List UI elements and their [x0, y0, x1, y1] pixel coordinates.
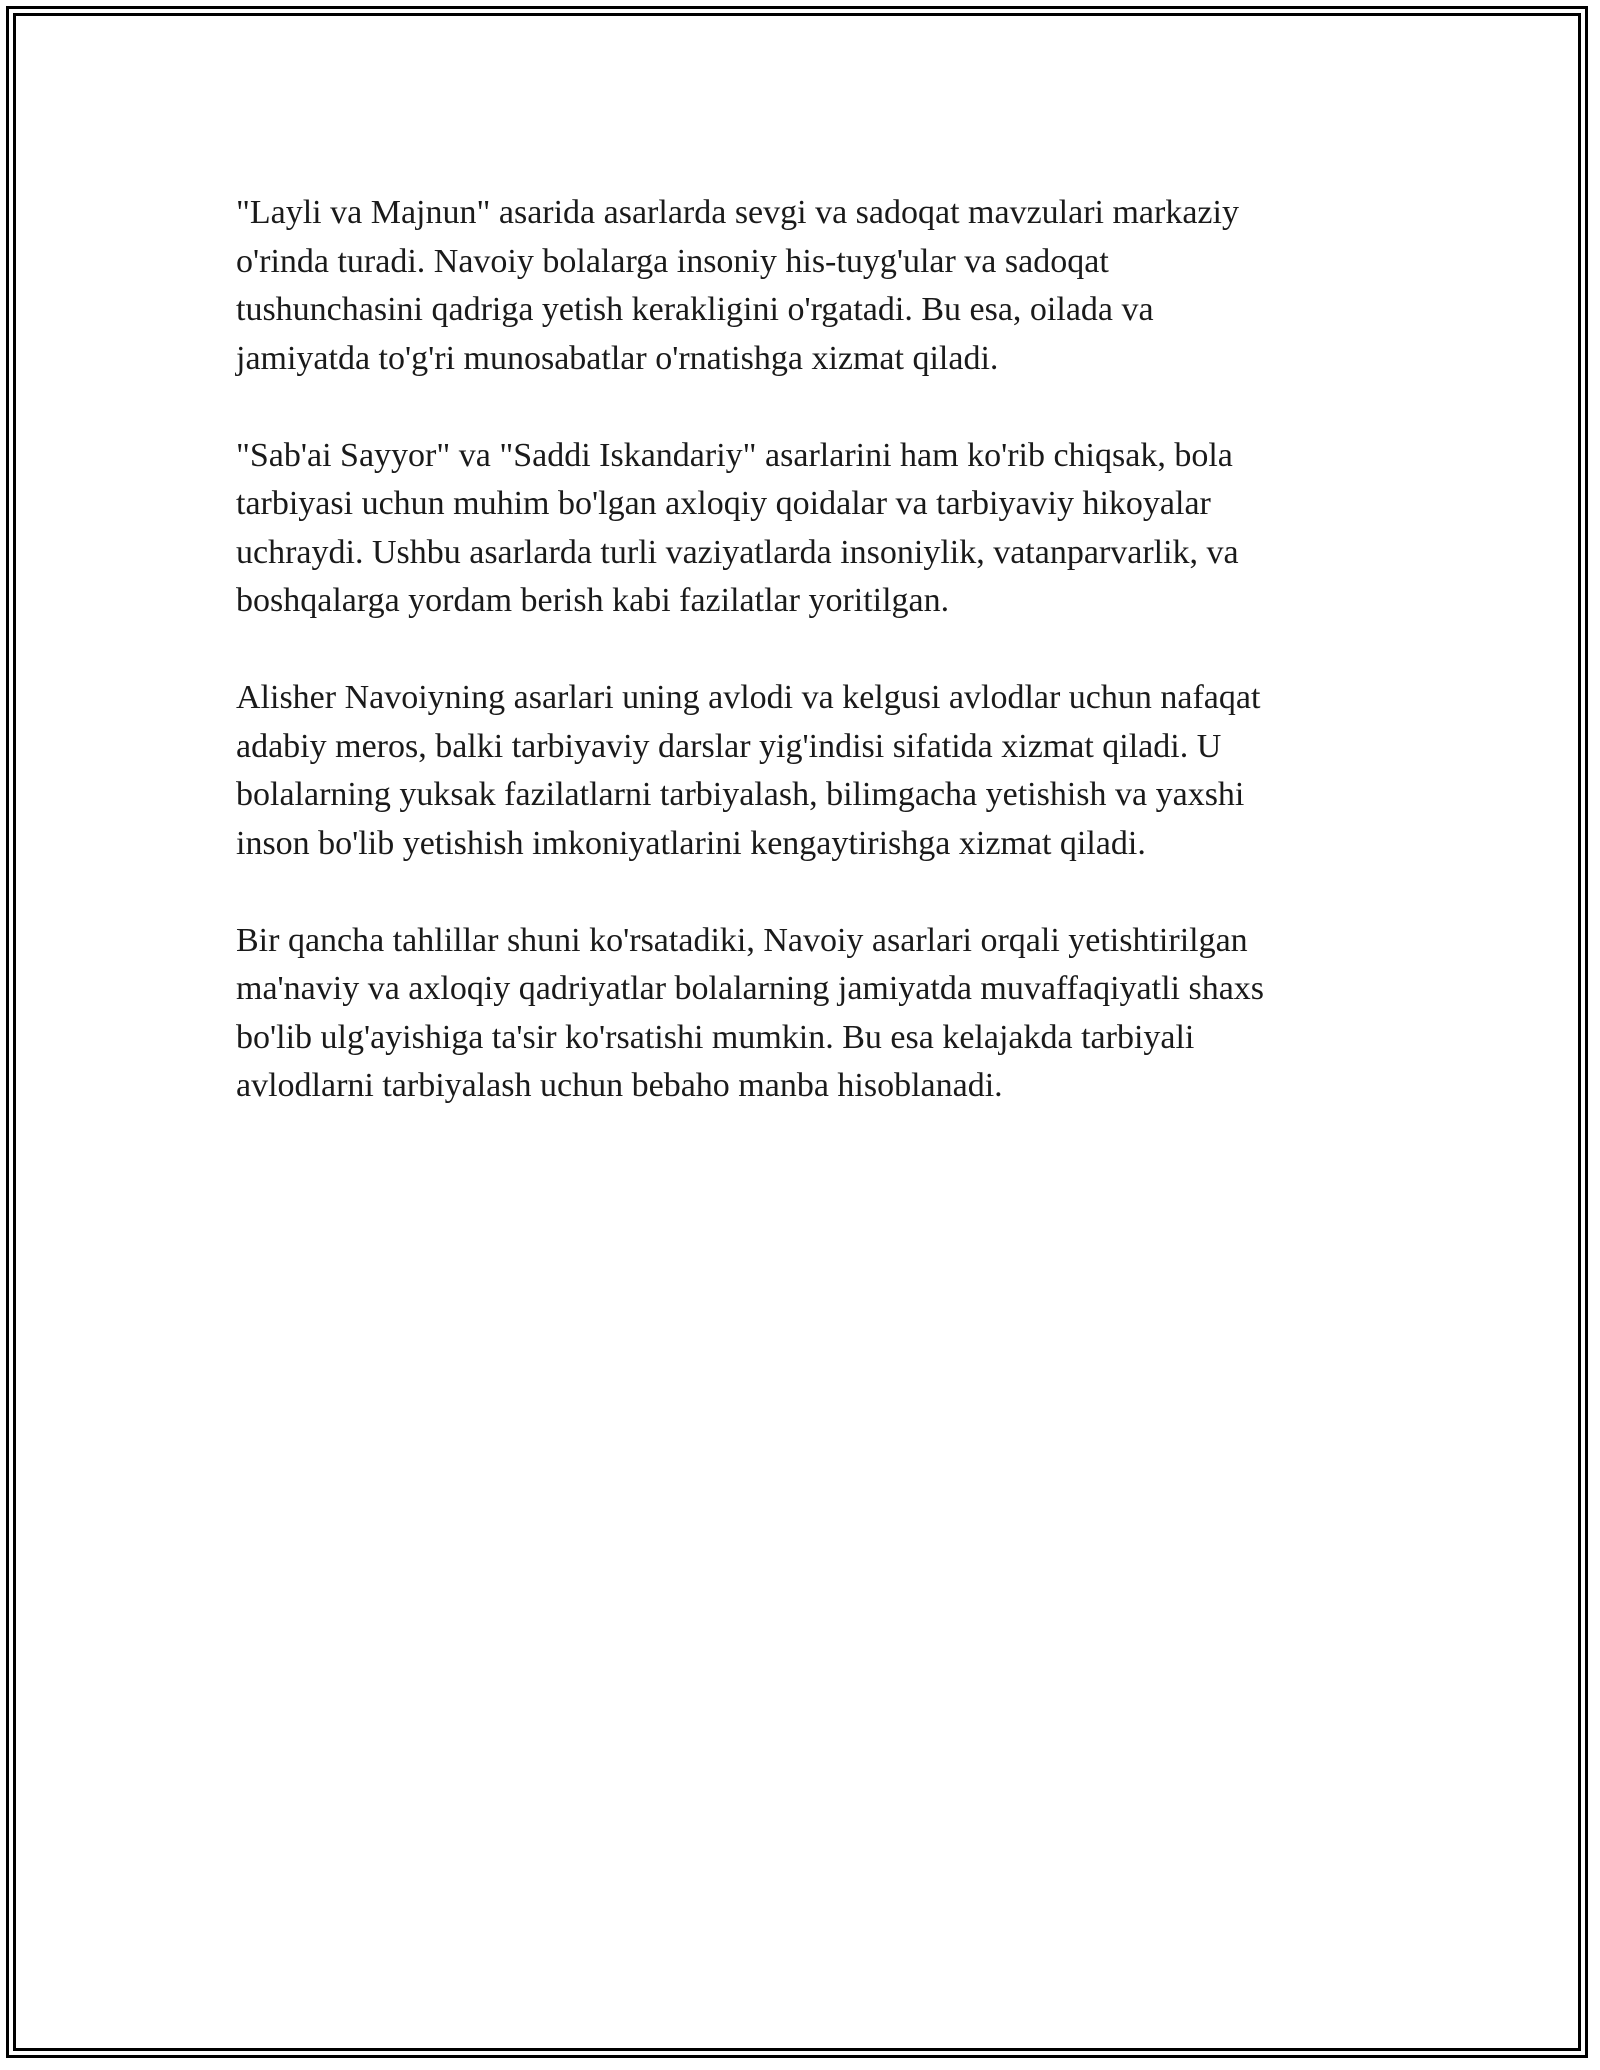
paragraph-line: "Sab'ai Sayyor" va "Saddi Iskandariy" asarlarini ham ko'rib chiqsak, bola: [236, 436, 1233, 474]
paragraph-4: [236, 917, 1366, 1111]
paragraph-line: uchraydi. Ushbu asarlarda turli vaziyatlarda insoniylik, vatanparvarlik, va: [236, 533, 1239, 571]
paragraph-line: bolalarning yuksak fazilatlarni tarbiyalash, bilimgacha yetishish va yaxshi: [236, 776, 1245, 813]
paragraph-line: bo'lib ulg'ayishiga ta'sir ko'rsatishi mumkin. Bu esa kelajakda tarbiyali: [236, 1018, 1195, 1056]
paragraph-line: tarbiyasi uchun muhim bo'lgan axloqiy qoidalar va tarbiyaviy hikoyalar: [236, 485, 1211, 522]
paragraph-line: ma'naviy va axloqiy qadriyatlar bolalarning jamiyatda muvaffaqiyatli shaxs: [236, 970, 1265, 1007]
paragraph-3: [236, 674, 1366, 868]
paragraph-line: jamiyatda to'g'ri munosabatlar o'rnatishga xizmat qiladi.: [236, 339, 999, 377]
paragraph-line: avlodlarni tarbiyalash uchun bebaho manba hisoblanadi.: [236, 1067, 1003, 1104]
paragraph-2: [236, 432, 1366, 626]
paragraph-line: boshqalarga yordam berish kabi fazilatlar yoritilgan.: [236, 582, 950, 619]
document-body: [236, 189, 1366, 1159]
paragraph-line: Bir qancha tahlillar shuni ko'rsatadiki, Navoiy asarlari orqali yetishtirilgan: [236, 921, 1248, 959]
paragraph-line: Alisher Navoiyning asarlari uning avlodi va kelgusi avlodlar uchun nafaqat: [236, 679, 1261, 716]
paragraph-line: "Layli va Majnun" asarida asarlarda sevgi va sadoqat mavzulari markaziy: [236, 194, 1239, 231]
paragraph-line: o'rinda turadi. Navoiy bolalarga insoniy his-tuyg'ular va sadoqat: [236, 242, 1109, 280]
paragraph-line: tushunchasini qadriga yetish kerakligini o'rgatadi. Bu esa, oilada va: [236, 291, 1154, 328]
paragraph-1: [236, 189, 1366, 383]
paragraph-line: inson bo'lib yetishish imkoniyatlarini kengaytirishga xizmat qiladi.: [236, 824, 1146, 862]
paragraph-line: adabiy meros, balki tarbiyaviy darslar yig'indisi sifatida xizmat qiladi. U: [236, 727, 1222, 765]
